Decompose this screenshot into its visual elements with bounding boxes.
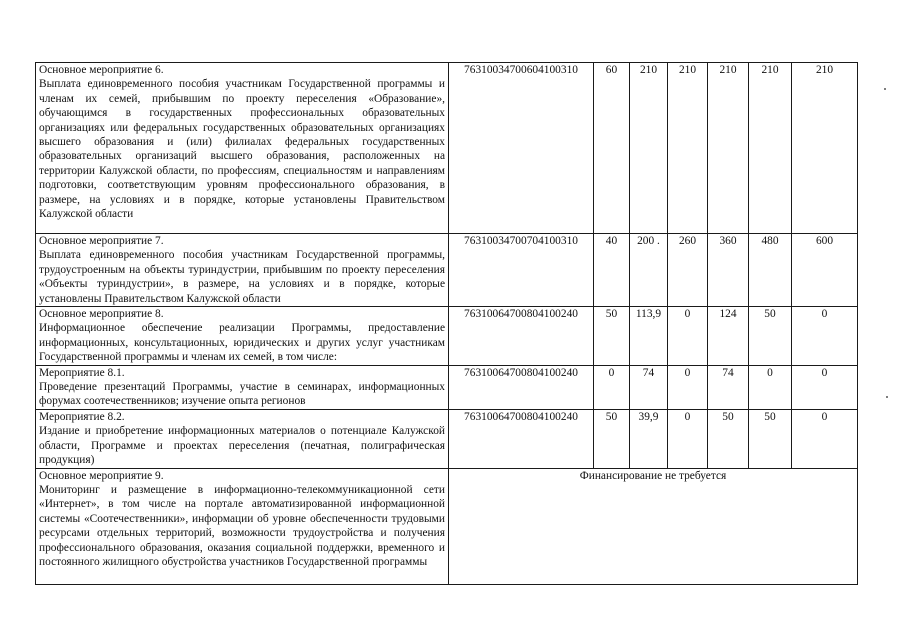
budget-code-cell: 76310064700804100240: [449, 409, 594, 468]
activity-heading: Основное мероприятие 8.: [39, 308, 164, 321]
value-cell: 480: [749, 234, 792, 307]
table-row: [36, 63, 858, 234]
value-cell: 124: [708, 307, 749, 366]
activity-text: Мониторинг и размещение в информационно-телекоммуникационной сети «Интернет», в том числе на портале автоматизированной информационной системы «Соотечественники», информации об уровне обеспеченности трудовыми ресурсами отдельных территорий, возможности трудоустройства и получения профессионального образования, оказания социальной поддержки, временного и постоянного жилищного обустройства участников Государственной программы: [39, 483, 445, 568]
funding-note-cell: Финансирование не требуется: [449, 468, 858, 584]
value-cell: 0: [749, 365, 792, 409]
activity-text: Проведение презентаций Программы, участие в семинарах, информационных форумах соотечественников; изучение опыта регионов: [39, 381, 445, 408]
activity-description-cell: [36, 409, 449, 468]
activity-heading: Основное мероприятие 9.: [39, 469, 164, 482]
value-cell: 360: [708, 234, 749, 307]
value-cell: 0: [668, 409, 708, 468]
activity-heading: Мероприятие 8.1.: [39, 366, 125, 379]
activity-description-cell: [36, 468, 449, 584]
value-cell: 74: [630, 365, 668, 409]
value-cell: 0: [792, 409, 858, 468]
activity-text: Издание и приобретение информационных материалов о потенциале Калужской области, Программе и проектах переселения (печатная, полиграфическая продукция): [39, 425, 445, 467]
activity-heading: Мероприятие 8.2.: [39, 410, 125, 423]
value-cell: 50: [749, 409, 792, 468]
value-cell: 200 .: [630, 234, 668, 307]
table-row: [36, 409, 858, 468]
value-cell: 210: [708, 63, 749, 234]
table-row: [36, 365, 858, 409]
value-cell: 0: [668, 307, 708, 366]
scan-speck: [884, 88, 886, 90]
activity-description-cell: [36, 307, 449, 366]
value-cell: 600: [792, 234, 858, 307]
activity-description-cell: [36, 365, 449, 409]
value-cell: 0: [792, 365, 858, 409]
activity-description-cell: [36, 63, 449, 234]
table-row: [36, 234, 858, 307]
value-cell: 113,9: [630, 307, 668, 366]
activity-heading: Основное мероприятие 7.: [39, 235, 164, 247]
program-activities-table: [35, 62, 858, 585]
table-row: [36, 468, 858, 584]
value-cell: 260: [668, 234, 708, 307]
value-cell: 0: [792, 307, 858, 366]
activity-text: Информационное обеспечение реализации Программы, предоставление информационных, консультационных, юридических и других услуг участникам Государственной программы и членам их семей, в том числе:: [39, 322, 445, 364]
budget-code-cell: 76310064700804100240: [449, 365, 594, 409]
budget-code-cell: 76310034700704100310: [449, 234, 594, 307]
value-cell: 40: [594, 234, 630, 307]
activity-description-cell: [36, 234, 449, 307]
value-cell: 39,9: [630, 409, 668, 468]
value-cell: 50: [594, 307, 630, 366]
activity-heading: Основное мероприятие 6.: [39, 64, 164, 76]
value-cell: 0: [668, 365, 708, 409]
value-cell: 210: [749, 63, 792, 234]
table-row: [36, 307, 858, 366]
value-cell: 210: [668, 63, 708, 234]
activity-text: Выплата единовременного пособия участникам Государственной программы, трудоустроенным на объекты туриндустрии, прибывшим по проекту переселения «Объекты туриндустрии», в размере, на условиях и в порядке, которые установлены Правительством Калужской области: [39, 249, 445, 305]
value-cell: 50: [594, 409, 630, 468]
value-cell: 210: [630, 63, 668, 234]
value-cell: 210: [792, 63, 858, 234]
activity-text: Выплата единовременного пособия участникам Государственной программы и членам их семей, прибывшим по проекту переселения «Образование», обучающимся в государственных профессиональных образовательных организациях или федеральных государственных образовательных организациях высшего образования и (или) филиалах федеральных государственных образовательных организаций высшего образования, расположенных на территории Калужской области, по профессиям, специальностям и направлениям подготовки, соответствующим уровням профессионального образования, в размере, на условиях и в порядке, которые установлены Правительством Калужской области: [39, 78, 445, 221]
value-cell: 50: [749, 307, 792, 366]
value-cell: 0: [594, 365, 630, 409]
scan-speck: [886, 396, 888, 398]
budget-code-cell: 76310034700604100310: [449, 63, 594, 234]
value-cell: 74: [708, 365, 749, 409]
budget-code-cell: 76310064700804100240: [449, 307, 594, 366]
value-cell: 50: [708, 409, 749, 468]
value-cell: 60: [594, 63, 630, 234]
